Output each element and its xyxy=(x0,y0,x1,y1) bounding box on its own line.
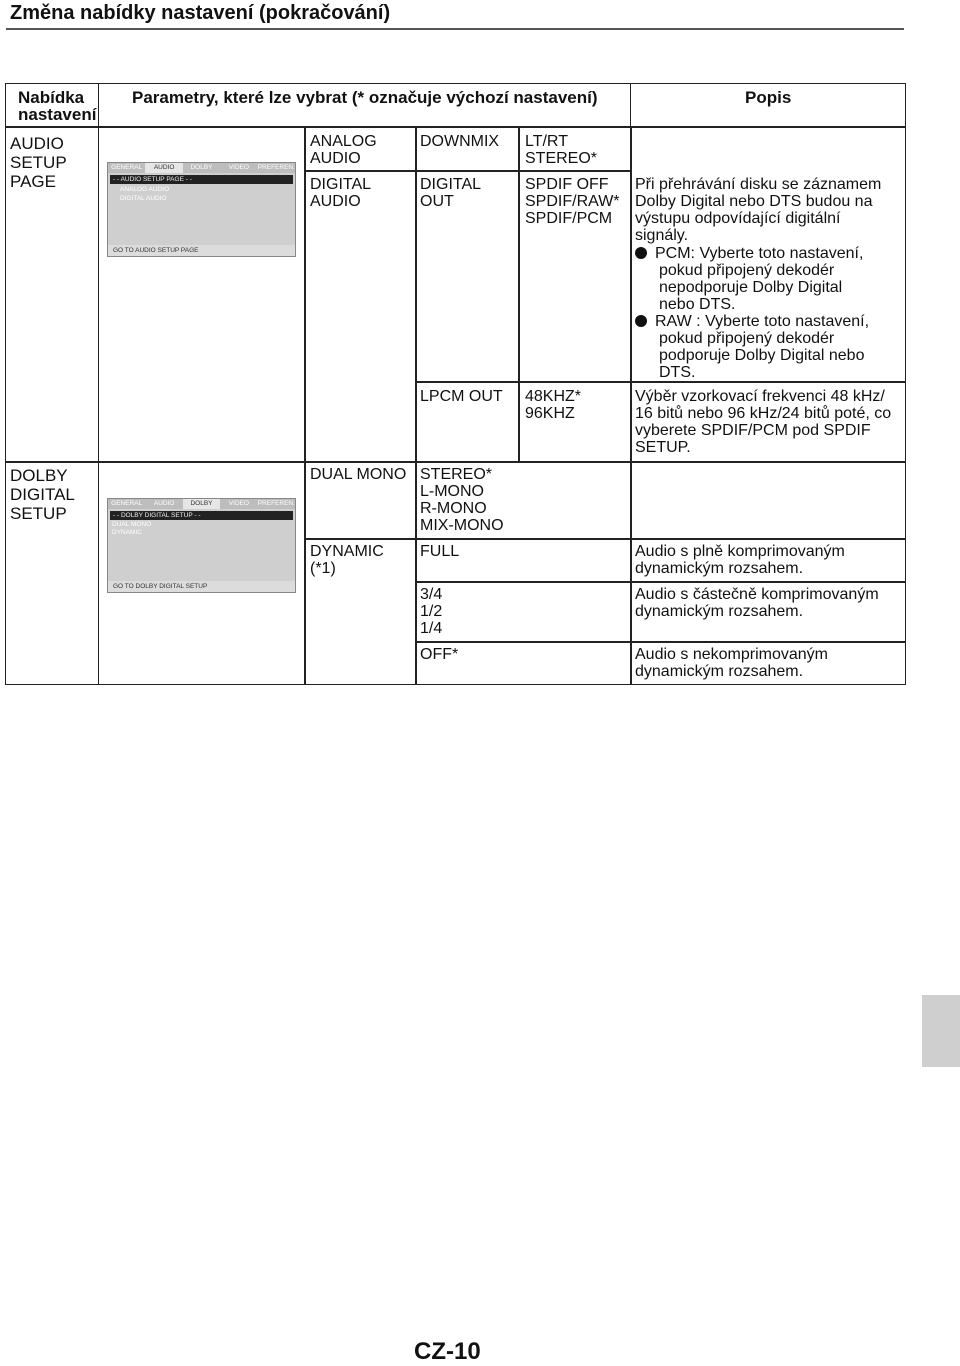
dynamic-full-desc: Audio s plně komprimovaným dynamickým rozsahem. xyxy=(635,543,845,577)
downmix-label: DOWNMIX xyxy=(420,133,500,150)
header-desc: Popis xyxy=(745,88,792,107)
row-rule-partial xyxy=(415,581,906,583)
dynamic-partial: 3/4 1/2 1/4 xyxy=(420,586,443,637)
raw-note: RAW : Vyberte toto nastavení, pokud připojený dekodér podporuje Dolby Digital nebo DTS. xyxy=(635,313,869,381)
screen-tab-video: VIDEO xyxy=(228,164,250,171)
col-divider-2 xyxy=(415,126,417,685)
screen-item: DIGITAL AUDIO xyxy=(120,195,167,202)
screen-tab-general: GENERAL xyxy=(111,500,143,507)
section-rule xyxy=(5,461,906,463)
dynamic-partial-desc: Audio s částečně komprimovaným dynamickým rozsahem. xyxy=(635,586,879,620)
lpcm-out-label: LPCM OUT xyxy=(420,388,503,405)
screen-title-bar: - - DOLBY DIGITAL SETUP - - xyxy=(110,511,293,520)
col-divider-3 xyxy=(518,126,520,462)
screen-tab-audio: AUDIO xyxy=(153,500,175,507)
title-rule xyxy=(6,28,904,30)
page-title: Změna nabídky nastavení (pokračování) xyxy=(10,2,391,24)
screen-footer: GO TO AUDIO SETUP PAGE xyxy=(108,245,295,256)
screen-item: DYNAMIC xyxy=(112,529,142,536)
screen-tab-general: GENERAL xyxy=(111,164,143,171)
screen-tabs xyxy=(108,163,295,173)
bullet-icon xyxy=(635,247,647,259)
screen-title-bar: - - AUDIO SETUP PAGE - - xyxy=(110,175,293,184)
pcm-note: PCM: Vyberte toto nastavení, pokud připojený dekodér nepodporuje Dolby Digital nebo DTS. xyxy=(635,245,863,313)
side-tab-marker xyxy=(922,995,960,1067)
dolby-setup-screen xyxy=(107,498,296,593)
header-menu: Nabídka nastavení xyxy=(18,88,97,124)
screen-tab-preference: PREFEREN. xyxy=(257,164,295,171)
row-rule-lpcm xyxy=(415,381,906,383)
dolby-section-label: DOLBY DIGITAL SETUP xyxy=(10,466,75,523)
col-divider-1 xyxy=(304,126,306,685)
row-rule-off xyxy=(415,641,906,643)
screen-tab-preference: PREFEREN. xyxy=(257,500,295,507)
header-params: Parametry, které lze vybrat (* označuje výchozí nastavení) xyxy=(132,88,598,107)
digital-out-description: Při přehrávání disku se záznamem Dolby Digital nebo DTS budou na výstupu odpovídající digitální signály. xyxy=(635,176,882,244)
audio-setup-screen xyxy=(107,162,296,257)
screen-item: ANALOG AUDIO xyxy=(120,186,170,193)
dynamic-full: FULL xyxy=(420,543,460,560)
digital-out-label: DIGITAL OUT xyxy=(420,176,482,210)
lpcm-description: Výběr vzorkovací frekvenci 48 kHz/ 16 bitů nebo 96 kHz/24 bitů poté, co vyberete SPDIF/PCM pod SPDIF SETUP. xyxy=(635,388,892,456)
row-rule-digital xyxy=(304,170,631,172)
bullet-icon xyxy=(635,315,647,327)
digital-out-values: SPDIF OFF SPDIF/RAW* SPDIF/PCM xyxy=(525,176,620,227)
dynamic-off-desc: Audio s nekomprimovaným dynamickým rozsahem. xyxy=(635,646,828,680)
lpcm-values: 48KHZ* 96KHZ xyxy=(525,388,582,422)
row-rule-dynamic xyxy=(304,538,906,540)
col-divider-4 xyxy=(630,126,632,685)
screen-tab-audio: AUDIO xyxy=(145,163,182,173)
header-rule xyxy=(5,126,906,128)
screen-tabs xyxy=(108,499,295,509)
screen-tab-dolby: DOLBY xyxy=(190,164,213,171)
analog-audio-label: ANALOG AUDIO xyxy=(310,133,377,167)
dual-mono-values: STEREO* L-MONO R-MONO MIX-MONO xyxy=(420,466,504,534)
screen-footer: GO TO DOLBY DIGITAL SETUP xyxy=(108,581,295,592)
screen-tab-dolby: DOLBY xyxy=(183,499,220,509)
digital-audio-label: DIGITAL AUDIO xyxy=(310,176,372,210)
screen-tab-video: VIDEO xyxy=(228,500,250,507)
dynamic-label: DYNAMIC (*1) xyxy=(310,543,384,577)
downmix-values: LT/RT STEREO* xyxy=(525,133,598,167)
screen-item: DUAL MONO xyxy=(112,521,152,528)
page-number: CZ-10 xyxy=(414,1338,481,1365)
dual-mono-label: DUAL MONO xyxy=(310,466,407,483)
audio-section-label: AUDIO SETUP PAGE xyxy=(10,134,67,191)
dynamic-off: OFF* xyxy=(420,646,459,663)
